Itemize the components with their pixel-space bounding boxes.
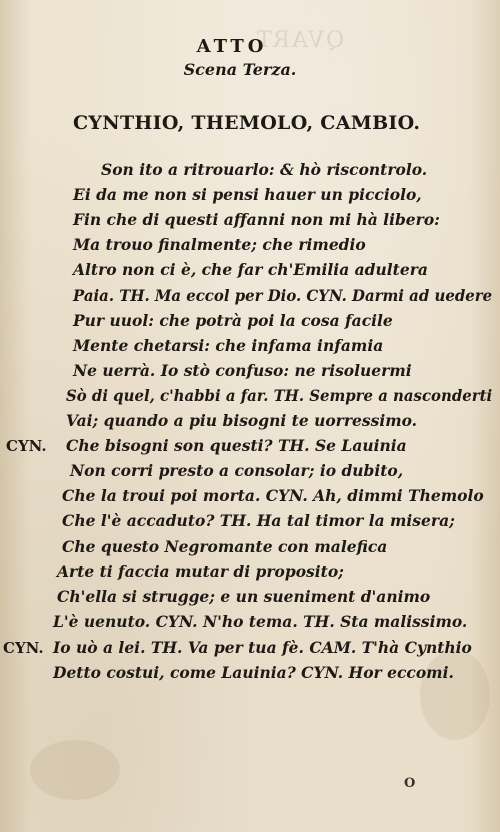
verse-line: Detto costui, come Lauinia? CYN. Hor eccomi. <box>53 663 454 682</box>
verse-line: Non corri presto a consolar; io dubito, <box>70 461 404 480</box>
verse-line: Sò di quel, c'habbi a far. TH. Sempre a nasconderti <box>66 386 493 405</box>
verse-line: Vai; quando a piu bisogni te uorressimo. <box>66 411 418 430</box>
verse-line: Son ito a ritrouarlo: & hò riscontrolo. <box>101 160 428 179</box>
verse-line: Paia. TH. Ma eccol per Dio. CYN. Darmi ad uedere <box>73 286 493 305</box>
verse-line: Che bisogni son questi? TH. Se Lauinia <box>66 436 407 455</box>
verse-line: Che l'è accaduto? TH. Ha tal timor la misera; <box>62 511 455 530</box>
verse-line: Che questo Negromante con malefica <box>62 537 388 556</box>
verse-line: Altro non ci è, che far ch'Emilia adultera <box>73 260 428 279</box>
verse-line: Ma trouo finalmente; che rimedio <box>73 235 366 254</box>
verse-line: Fin che di questi affanni non mi hà libero: <box>73 210 440 229</box>
verse-line: Mente chetarsi: che infama infamia <box>73 336 384 355</box>
speaker-label: CYN. <box>3 639 44 657</box>
verse-line: Ne uerrà. Io stò confuso: ne risoluermi <box>73 361 412 380</box>
scene-heading: Scena Terza. <box>183 60 297 79</box>
verse-line: Ei da me non si pensi hauer un picciolo, <box>73 185 422 204</box>
characters-heading: CYNTHIO, THEMOLO, CAMBIO. <box>73 112 421 134</box>
verse-line: Che la troui poi morta. CYN. Ah, dimmi Themolo <box>62 486 484 505</box>
verse-line: Arte ti faccia mutar di proposito; <box>57 562 344 581</box>
speaker-label: CYN. <box>6 437 47 455</box>
verse-line: Ch'ella si strugge; e un sueniment d'animo <box>57 587 431 606</box>
signature-mark: O <box>404 776 417 791</box>
running-head: ATTO <box>196 36 268 57</box>
verse-line: L'è uenuto. CYN. N'ho tema. TH. Sta malissimo. <box>53 612 468 631</box>
verse-line: Pur uuol: che potrà poi la cosa facile <box>73 311 393 330</box>
paper-stain <box>30 740 120 800</box>
bleed-through-text: QVART <box>255 28 345 53</box>
verse-line: Io uò a lei. TH. Va per tua fè. CAM. T'hà Cynthio <box>53 638 472 657</box>
